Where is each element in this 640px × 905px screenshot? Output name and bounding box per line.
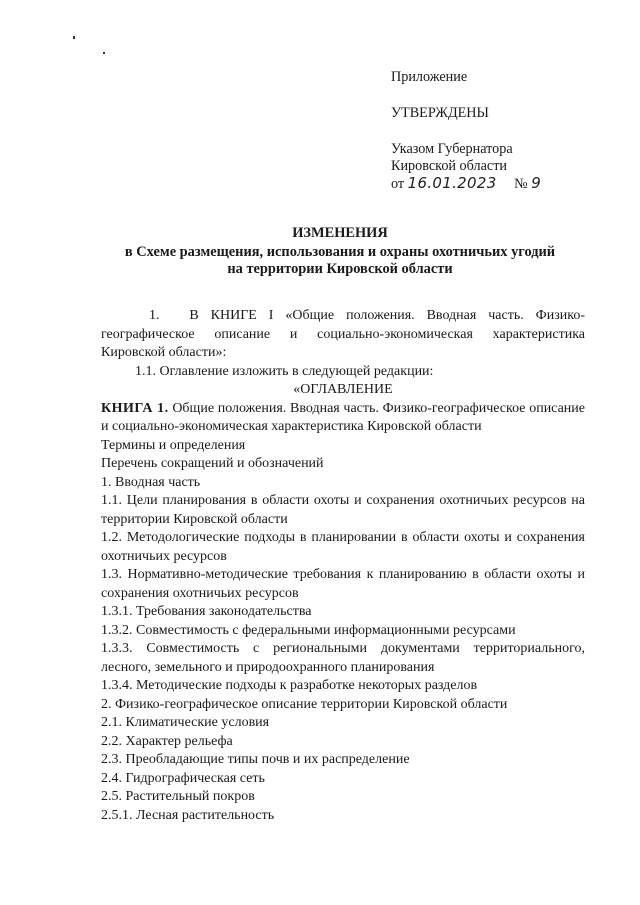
scan-speck — [73, 36, 75, 39]
toc-line: 2.3. Преобладающие типы почв и их распределение — [101, 752, 410, 767]
toc-line: 1.3.1. Требования законодательства — [101, 604, 312, 619]
book-1-text: Общие положения. Вводная часть. Физико-географическое описание и социально-экономическая характеристика Кировской области — [101, 400, 585, 434]
item-1-rest: географическое описание и социально-экономическая характеристика Кировской области»: — [101, 326, 585, 360]
toc-line: 1.3. Нормативно-методические требования к планированию в области охоты и сохранения охотничьих ресурсов — [101, 567, 585, 601]
decree-line-2: Кировской области — [391, 158, 507, 174]
handwritten-number: 9 — [531, 174, 542, 192]
document-body — [101, 307, 585, 825]
title-line-2: в Схеме размещения, использования и охраны охотничьих угодий — [124, 244, 556, 260]
document-title — [100, 225, 580, 278]
title-heading: ИЗМЕНЕНИЯ — [292, 225, 388, 241]
toc-line: 1.3.2. Совместимость с федеральными информационными ресурсами — [101, 622, 516, 638]
scan-speck — [103, 52, 105, 54]
toc-line: 2.2. Характер рельефа — [101, 733, 233, 749]
toc-book-1 — [101, 400, 585, 437]
handwritten-date: 16.01.2023 — [407, 174, 497, 192]
toc-line: 1.3.3. Совместимость с региональными документами территориального, лесного, земельного и природоохранного планирования — [101, 641, 585, 675]
toc-line: 2.4. Гидрографическая сеть — [101, 770, 265, 786]
toc-line: 1.1. Цели планирования в области охоты и сохранения охотничьих ресурсов на территории Кировской области — [101, 493, 585, 527]
date-prefix: от — [391, 176, 405, 192]
toc-line: 1.3.4. Методические подходы к разработке некоторых разделов — [101, 678, 478, 693]
toc-line: 1. Вводная часть — [101, 474, 201, 490]
toc-line: 2. Физико-географическое описание территории Кировской области — [101, 696, 508, 712]
toc-line: 2.1. Климатические условия — [101, 715, 270, 730]
toc-line: 2.5. Растительный покров — [101, 789, 255, 804]
item-1-first-line: 1. В КНИГЕ I «Общие положения. Вводная часть. Физико- — [149, 308, 585, 323]
title-line-3: на территории Кировской области — [227, 261, 453, 277]
toc-line: 1.2. Методологические подходы в планировании в области охоты и сохранения охотничьих ресурсов — [101, 530, 585, 564]
decree-line-1: Указом Губернатора — [391, 141, 513, 157]
book-1-label: КНИГА 1. — [101, 400, 169, 416]
toc-line: Термины и определения — [101, 437, 246, 453]
toc-line: 2.5.1. Лесная растительность — [101, 807, 275, 823]
toc-line: Перечень сокращений и обозначений — [101, 456, 324, 471]
approved-label: УТВЕРЖДЕНЫ — [391, 105, 489, 121]
toc-heading: «ОГЛАВЛЕНИЕ — [293, 382, 393, 397]
approval-block — [391, 69, 621, 193]
number-sign: № — [514, 176, 528, 192]
item-1-1: 1.1. Оглавление изложить в следующей редакции: — [135, 363, 434, 379]
appendix-label: Приложение — [391, 69, 468, 85]
decree-date-line — [391, 175, 621, 193]
